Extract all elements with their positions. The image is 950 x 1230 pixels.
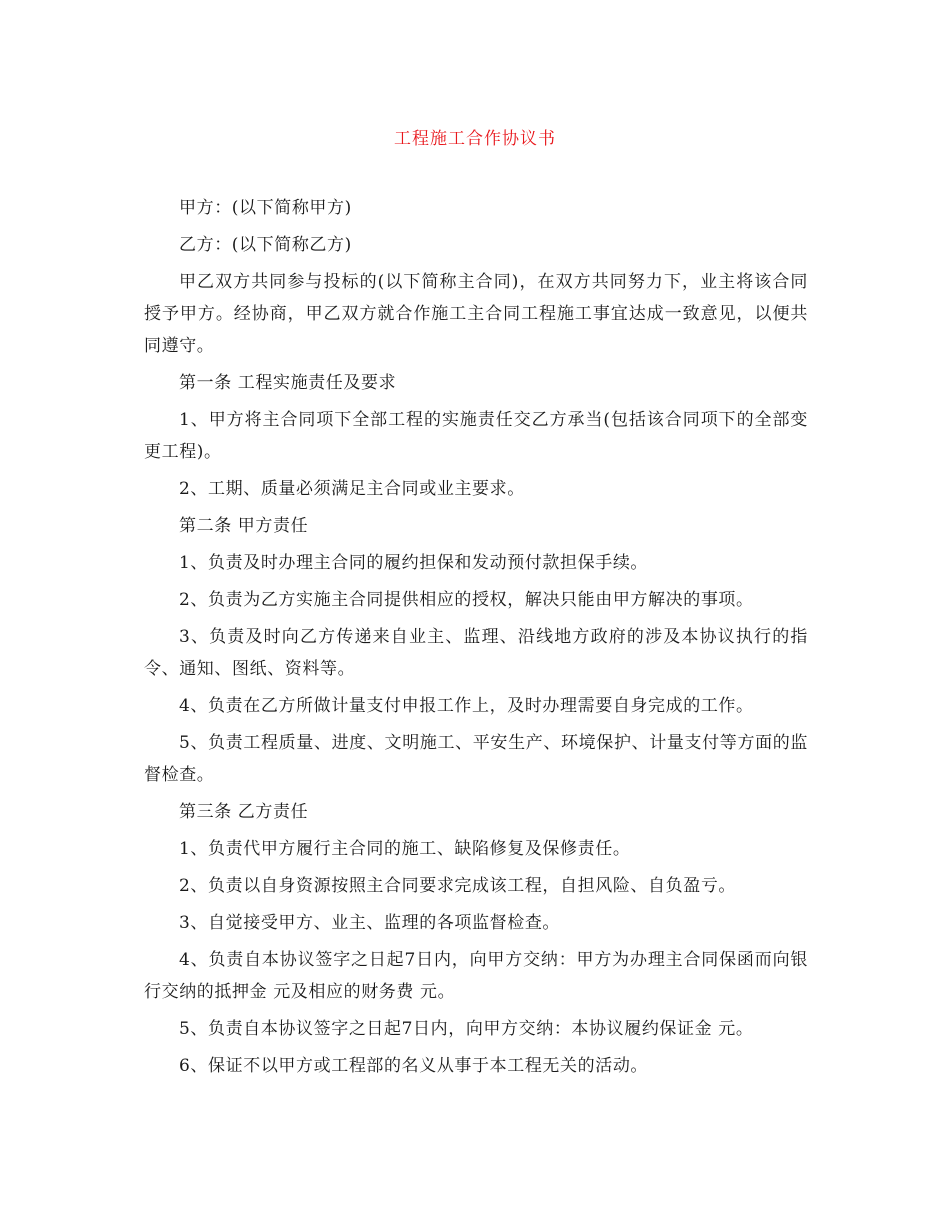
- article-3-item-1: 1、负责代甲方履行主合同的施工、缺陷修复及保修责任。: [179, 839, 631, 859]
- article-2-item-3: 3、负责及时向乙方传递来自业主、监理、沿线地方政府的涉及本协议执行的指令、通知、图纸、资料等。: [144, 627, 808, 679]
- article-1-item-2: 2、工期、质量必须满足主合同或业主要求。: [179, 479, 525, 499]
- article-1-item-1: 1、甲方将主合同项下全部工程的实施责任交乙方承当(包括该合同项下的全部变更工程)。: [144, 410, 808, 462]
- party-a-line: 甲方：(以下简称甲方): [179, 198, 352, 218]
- article-2-item-1: 1、负责及时办理主合同的履约担保和发动预付款担保手续。: [179, 553, 649, 573]
- preamble-paragraph: 甲乙双方共同参与投标的(以下简称主合同)，在双方共同努力下，业主将该合同授予甲方。经协商，甲乙双方就合作施工主合同工程施工事宜达成一致意见，以便共同遵守。: [144, 272, 808, 356]
- article-3-item-6: 6、保证不以甲方或工程部的名义从事于本工程无关的活动。: [179, 1056, 649, 1076]
- document-body: [144, 192, 808, 1087]
- article-3-item-4: 4、负责自本协议签字之日起7日内，向甲方交纳：甲方为办理主合同保函而向银行交纳的抵押金 元及相应的财务费 元。: [144, 950, 808, 1002]
- article-2-item-4: 4、负责在乙方所做计量支付申报工作上，及时办理需要自身完成的工作。: [179, 696, 754, 716]
- article-1-heading: 第一条 工程实施责任及要求: [179, 373, 397, 393]
- article-2-item-2: 2、负责为乙方实施主合同提供相应的授权，解决只能由甲方解决的事项。: [179, 590, 754, 610]
- document-title: 工程施工合作协议书: [394, 129, 556, 149]
- article-3-item-3: 3、自觉接受甲方、业主、监理的各项监督检查。: [179, 913, 561, 933]
- party-b-line: 乙方：(以下简称乙方): [179, 235, 352, 255]
- article-3-heading: 第三条 乙方责任: [179, 802, 309, 822]
- article-3-item-5: 5、负责自本协议签字之日起7日内，向甲方交纳：本协议履约保证金 元。: [179, 1019, 754, 1039]
- article-3-item-2: 2、负责以自身资源按照主合同要求完成该工程，自担风险、自负盈亏。: [179, 876, 737, 896]
- article-2-item-5: 5、负责工程质量、进度、文明施工、平安生产、环境保护、计量支付等方面的监督检查。: [144, 733, 808, 785]
- article-2-heading: 第二条 甲方责任: [179, 516, 309, 536]
